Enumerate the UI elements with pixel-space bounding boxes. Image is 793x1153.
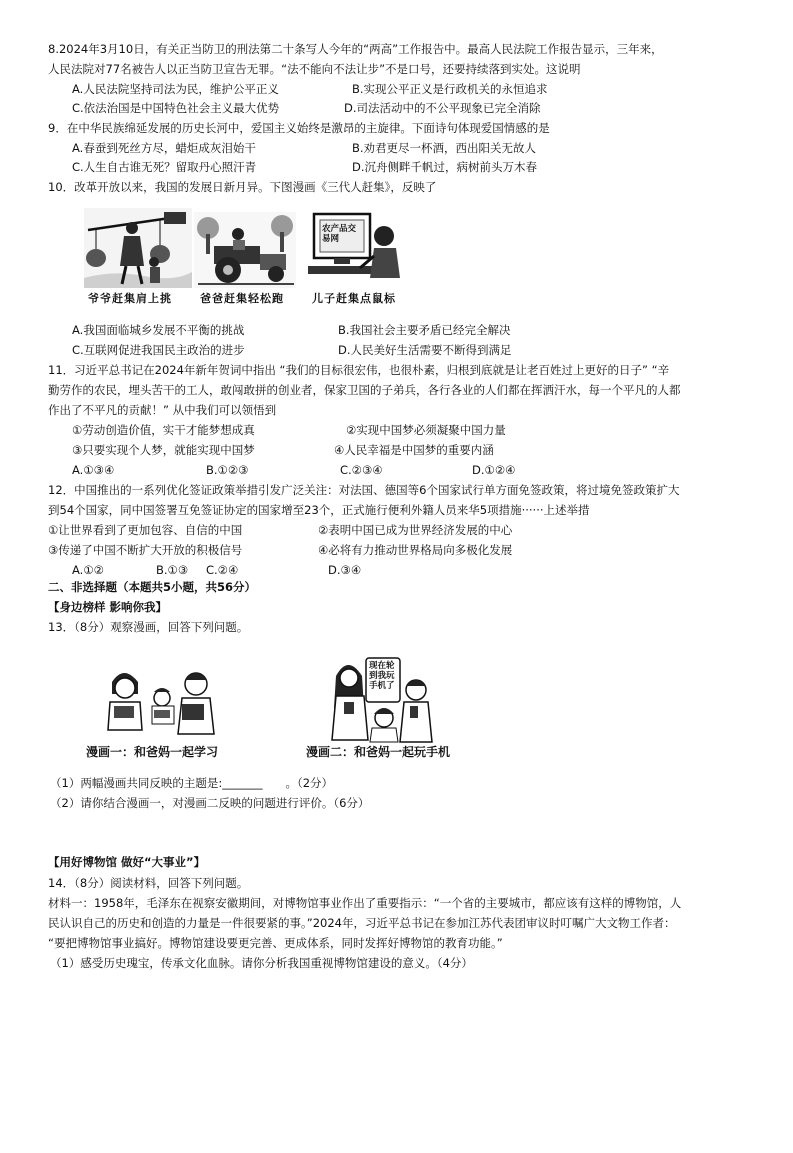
q14-stem: 14．（8分）阅读材料，回答下列问题。: [48, 876, 249, 890]
q9-option-d: D.沉舟侧畔千帆过，病树前头万木春: [352, 160, 538, 174]
q13-subquestion-2: （2）请你结合漫画一，对漫画二反映的问题进行评价。（6分）: [50, 796, 370, 810]
q10-caption-son: 儿子赶集点鼠标: [312, 292, 396, 305]
q9-option-c: C.人生自古谁无死？留取丹心照汗青: [72, 160, 257, 174]
q10-option-a: A.我国面临城乡发展不平衡的挑战: [72, 323, 245, 337]
q13-comic1-caption: 漫画一：和爸妈一起学习: [86, 745, 219, 759]
q12-stem-line2: 到54个国家，同中国签署互免签证协定的国家增至23个，正式施行便利外籍人员来华5项措施······上述举措: [48, 503, 590, 517]
q11-option-b: B.①②③: [206, 463, 249, 477]
q10-option-d: D.人民美好生活需要不断得到满足: [338, 343, 512, 357]
q14-material1-line2: 民认识自己的历史和创造的力量是一件很要紧的事。”2024年，习近平总书记在参加江苏代表团审议时叮嘱广大文物工作者：: [48, 916, 676, 930]
section2-topic-role-models: 【身边榜样 影响你我】: [48, 600, 168, 614]
q10-comic-grandpa-image: [84, 208, 192, 288]
q11-option-a: A.①③④: [72, 463, 115, 477]
q11-statement-3: ③只要实现个人梦，就能实现中国梦: [72, 443, 255, 457]
q13-stem: 13．（8分）观察漫画，回答下列问题。: [48, 620, 249, 634]
q11-stem-line3: 作出了不平凡的贡献！” 从中我们可以领悟到: [48, 403, 277, 417]
q12-option-d: D.③④: [328, 563, 362, 577]
q11-statement-1: ①劳动创造价值，实干才能梦想成真: [72, 423, 255, 437]
q14-subquestion-1: （1）感受历史瑰宝，传承文化血脉。请你分析我国重视博物馆建设的意义。（4分）: [50, 956, 473, 970]
q10-caption-father: 爸爸赶集轻松跑: [200, 292, 284, 305]
q9-stem: 9．在中华民族绵延发展的历史长河中，爱国主义始终是激昂的主旋律。下面诗句体现爱国情感的是: [48, 121, 550, 135]
q11-statement-4: ④人民幸福是中国梦的重要内涵: [334, 443, 494, 457]
q12-option-a: A.①②: [72, 563, 104, 577]
q8-option-a: A.人民法院坚持司法为民，维护公平正义: [72, 82, 279, 96]
q11-option-c: C.②③④: [340, 463, 383, 477]
section2-heading: 二、非选择题（本题共5小题，共56分）: [48, 580, 257, 594]
q11-statement-2: ②实现中国梦必须凝聚中国力量: [346, 423, 506, 437]
section2-topic-museum: 【用好博物馆 做好“大事业”】: [48, 855, 206, 869]
q9-option-a: A.春蚕到死丝方尽，蜡炬成灰泪始干: [72, 141, 256, 155]
q10-option-b: B.我国社会主要矛盾已经完全解决: [338, 323, 511, 337]
q10-comic-son-image: [304, 208, 404, 288]
q8-stem-line1: 8.2024年3月10日，有关正当防卫的刑法第二十条写人今年的“两高”工作报告中。最高人民法院工作报告显示，三年来，: [48, 42, 663, 56]
q8-option-c: C.依法治国是中国特色社会主义最大优势: [72, 101, 280, 115]
q14-material1-line1: 材料一：1958年，毛泽东在视察安徽期间，对博物馆事业作出了重要指示：“一个省的主要城市，都应该有这样的博物馆，人: [48, 896, 682, 910]
q13-comic2-speech-bubble: 现在轮到我玩手机了: [369, 661, 395, 691]
q14-material1-line3: “要把博物馆事业搞好。博物馆建设要更完善、更成体系，同时发挥好博物馆的教育功能。”: [48, 936, 503, 950]
q10-stem: 10．改革开放以来，我国的发展日新月异。下图漫画《三代人赶集》，反映了: [48, 180, 437, 194]
q12-stem-line1: 12．中国推出的一系列优化签证政策举措引发广泛关注：对法国、德国等6个国家试行单方面免签政策，将过境免签政策扩大: [48, 483, 680, 497]
q10-screen-text: 农产品交易网: [322, 224, 357, 244]
q12-option-c: C.②④: [206, 563, 239, 577]
q8-option-d: D.司法活动中的不公平现象已完全消除: [344, 101, 541, 115]
q12-statement-4: ④必将有力推动世界格局向多极化发展: [318, 543, 513, 557]
q11-option-d: D.①②④: [472, 463, 516, 477]
q8-option-b: B.实现公平正义是行政机关的永恒追求: [352, 82, 548, 96]
q13-subquestion-1: （1）两幅漫画共同反映的主题是:_______ 。（2分）: [50, 776, 334, 790]
q10-comic-father-image: [194, 212, 296, 288]
q10-caption-grandpa: 爷爷赶集肩上挑: [88, 292, 172, 305]
q12-option-b: B.①③: [156, 563, 189, 577]
q9-option-b: B.劝君更尽一杯酒，西出阳关无故人: [352, 141, 537, 155]
q12-statement-1: ①让世界看到了更加包容、自信的中国: [48, 523, 243, 537]
q8-stem-line2: 人民法院对77名被告人以正当防卫宣告无罪。“法不能向不法让步”不是口号，还要持续落到实处。这说明: [48, 62, 581, 76]
q12-statement-2: ②表明中国已成为世界经济发展的中心: [318, 523, 513, 537]
q13-comic-study-image: [104, 664, 218, 736]
q12-statement-3: ③传递了中国不断扩大开放的积极信号: [48, 543, 243, 557]
q13-comic2-caption: 漫画二：和爸妈一起玩手机: [306, 745, 451, 759]
q11-stem-line2: 勤劳作的农民，埋头苦干的工人，敢闯敢拼的创业者，保家卫国的子弟兵，各行各业的人们都在挥洒汗水，每一个平凡的人都: [48, 383, 681, 397]
q11-stem-line1: 11．习近平总书记在2024年新年贺词中指出 “我们的目标很宏伟，也很朴素，归根到底就是让老百姓过上更好的日子” “辛: [48, 363, 670, 377]
q10-option-c: C.互联网促进我国民主政治的进步: [72, 343, 245, 357]
